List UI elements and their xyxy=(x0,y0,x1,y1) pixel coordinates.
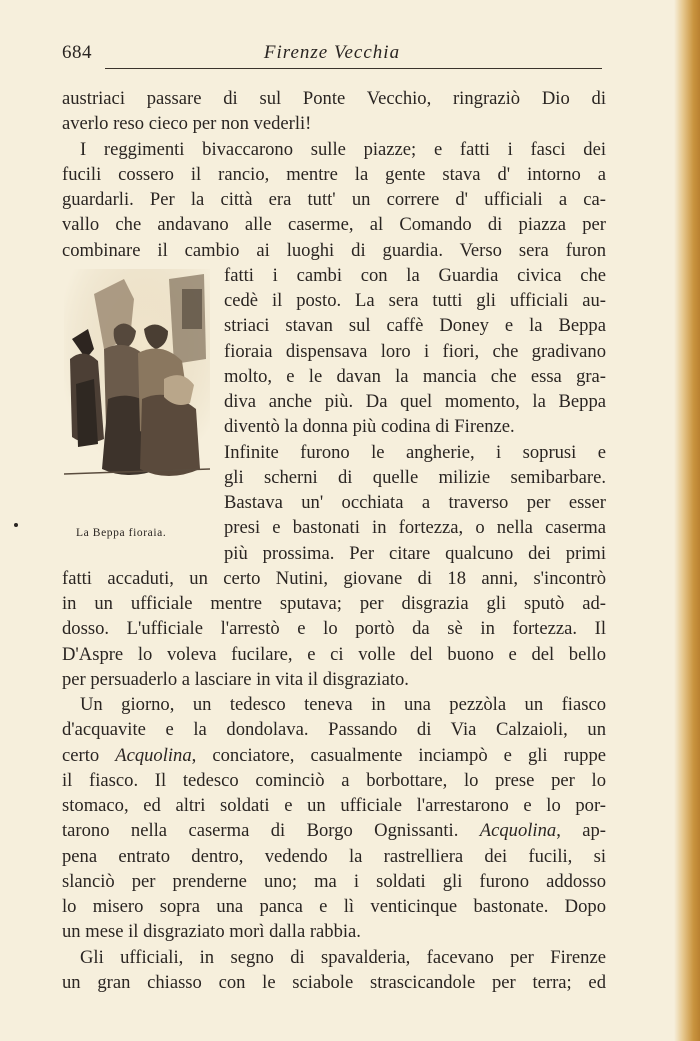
text-line: molto, e le davan la mancia che essa gra- xyxy=(224,365,606,387)
text-line: austriaci passare di sul Ponte Vecchio, ringraziò Dio di xyxy=(62,88,606,109)
text-line: fucili cossero il rancio, mentre la gente stava d' intorno a xyxy=(62,163,606,185)
text-line: pena entrato dentro, vedendo la rastrelliera dei fucili, si xyxy=(62,845,606,867)
text-line: combinare il cambio ai luoghi di guardia. Verso sera furon xyxy=(62,239,606,261)
text-line: d'acquavite e la dondolava. Passando di Via Calzaioli, un xyxy=(62,719,606,741)
text-line: per persuaderlo a lasciare in vita il disgraziato. xyxy=(62,668,409,690)
body-text xyxy=(62,86,606,995)
text-line: guardarli. Per la città era tutt' un correre d' ufficiali a ca- xyxy=(62,189,606,210)
text-line: un mese il disgraziato morì dalla rabbia. xyxy=(62,921,361,943)
text-line: lo misero sopra una panca e lì venticinque bastonate. Dopo xyxy=(62,896,606,917)
margin-dot xyxy=(14,523,18,527)
paragraph-4 xyxy=(62,692,606,945)
text-line: I reggimenti bivaccarono sulle piazze; e fatti i fasci dei xyxy=(80,138,606,160)
text-line: Infinite furono le angherie, i soprusi e xyxy=(224,441,606,463)
paragraph-5 xyxy=(62,945,606,996)
figure-beppa-fioraia xyxy=(62,263,212,546)
text-line: slanciò per prenderne uno; ma i soldati gli furono addosso xyxy=(62,870,606,892)
text-line: in un ufficiale mentre sputava; per disgrazia gli sputò ad- xyxy=(62,593,606,614)
text-line: averlo reso cieco per non vederli! xyxy=(62,113,312,135)
paragraph-1 xyxy=(62,86,606,137)
text-line: certo Acquolina, conciatore, casualmente inciampò e gli ruppe xyxy=(62,744,606,766)
text-line: Un giorno, un tedesco teneva in una pezzòla un fiasco xyxy=(80,694,606,715)
text-line: tarono nella caserma di Borgo Ognissanti. Acquolina, ap- xyxy=(62,820,606,842)
page-edge-shadow xyxy=(674,0,700,1041)
text-line: vallo che andavano alle caserme, al Comando di piazza per xyxy=(62,214,606,236)
page-number: 684 xyxy=(62,42,92,63)
text-line: Gli ufficiali, in segno di spavalderia, facevano per Firenze xyxy=(80,946,606,968)
text-line: Bastava un' occhiata a traverso per esser xyxy=(224,492,606,513)
illustration-image xyxy=(64,269,210,483)
text-line: diva anche più. Da quel momento, la Beppa xyxy=(224,391,606,412)
text-line: un gran chiasso con le sciabole strascicandole per terra; ed xyxy=(62,971,606,993)
text-line: diventò la donna più codina di Firenze. xyxy=(224,416,515,438)
running-title: Firenze Vecchia xyxy=(263,42,401,63)
text-line: fatti accaduti, un certo Nutini, giovane di 18 anni, s'incontrò xyxy=(62,567,606,589)
text-line: striaci stavan sul caffè Doney e la Beppa xyxy=(224,315,606,337)
figure-caption: La Beppa fioraia. xyxy=(76,526,167,539)
text-line: fatti i cambi con la Guardia civica che xyxy=(224,264,606,286)
text-line: presi e bastonati in fortezza, o nella caserma xyxy=(224,517,606,539)
header-rule xyxy=(105,68,602,69)
text-line: dosso. L'ufficiale l'arrestò e lo portò da sè in fortezza. Il xyxy=(62,618,606,640)
text-line: il fiasco. Il tedesco cominciò a borbottare, lo prese per lo xyxy=(62,769,606,791)
text-line: fioraia dispensava loro i fiori, che gradivano xyxy=(224,340,606,362)
text-line: più prossima. Per citare qualcuno dei primi xyxy=(224,542,606,564)
paragraph-2 xyxy=(62,137,606,263)
text-line: cedè il posto. La sera tutti gli ufficiali au- xyxy=(224,290,606,311)
text-line: stomaco, ed altri soldati e un ufficiale l'arrestarono e lo por- xyxy=(62,795,606,816)
text-line: D'Aspre lo voleva fucilare, e ci volle del buono e del bello xyxy=(62,643,606,665)
text-line: gli scherni di quelle milizie semibarbare. xyxy=(224,466,606,488)
